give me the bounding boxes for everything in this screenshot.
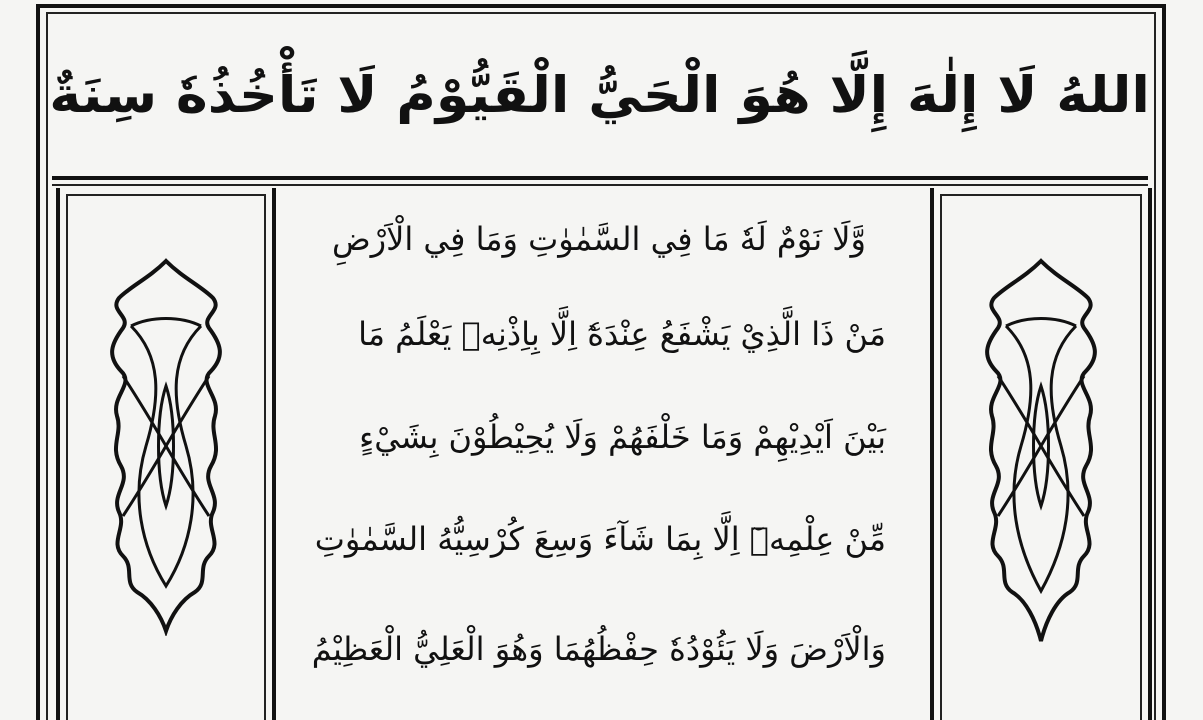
left-arabesque-ornament-icon xyxy=(101,256,231,636)
verse-line-1: وَّلَا نَوْمٌ لَهٗ مَا فِي السَّمٰوٰتِ وَمَا فِي الْاَرْضِ xyxy=(331,220,866,258)
right-ornament-panel xyxy=(930,188,1152,720)
verse-line-4: مِّنْ عِلْمِهٖٓ اِلَّا بِمَا شَآءَ وَسِعَ كُرْسِيُّهُ السَّمٰوٰتِ xyxy=(314,520,886,558)
verse-panel xyxy=(282,190,926,720)
verse-line-3: بَيْنَ اَيْدِيْهِمْ وَمَا خَلْفَهُمْ وَلَا يُحِيْطُوْنَ بِشَيْءٍ xyxy=(359,418,886,456)
verse-line-5: وَالْاَرْضَ وَلَا يَئُوْدُهٗ حِفْظُهُمَا وَهُوَ الْعَلِيُّ الْعَظِيْمُ xyxy=(311,630,886,668)
header-panel xyxy=(49,14,1151,180)
verse-line-2: مَنْ ذَا الَّذِيْ يَشْفَعُ عِنْدَهٗٓ اِلَّا بِاِذْنِهٖ يَعْلَمُ مَا xyxy=(358,315,886,353)
header-verse: اللهُ لَا إِلٰهَ إِلَّا هُوَ الْحَيُّ الْقَيُّوْمُ لَا تَأْخُذُهٗ سِنَةٌ xyxy=(49,66,1151,124)
right-arabesque-ornament-icon xyxy=(976,256,1106,646)
left-ornament-panel xyxy=(56,188,276,720)
